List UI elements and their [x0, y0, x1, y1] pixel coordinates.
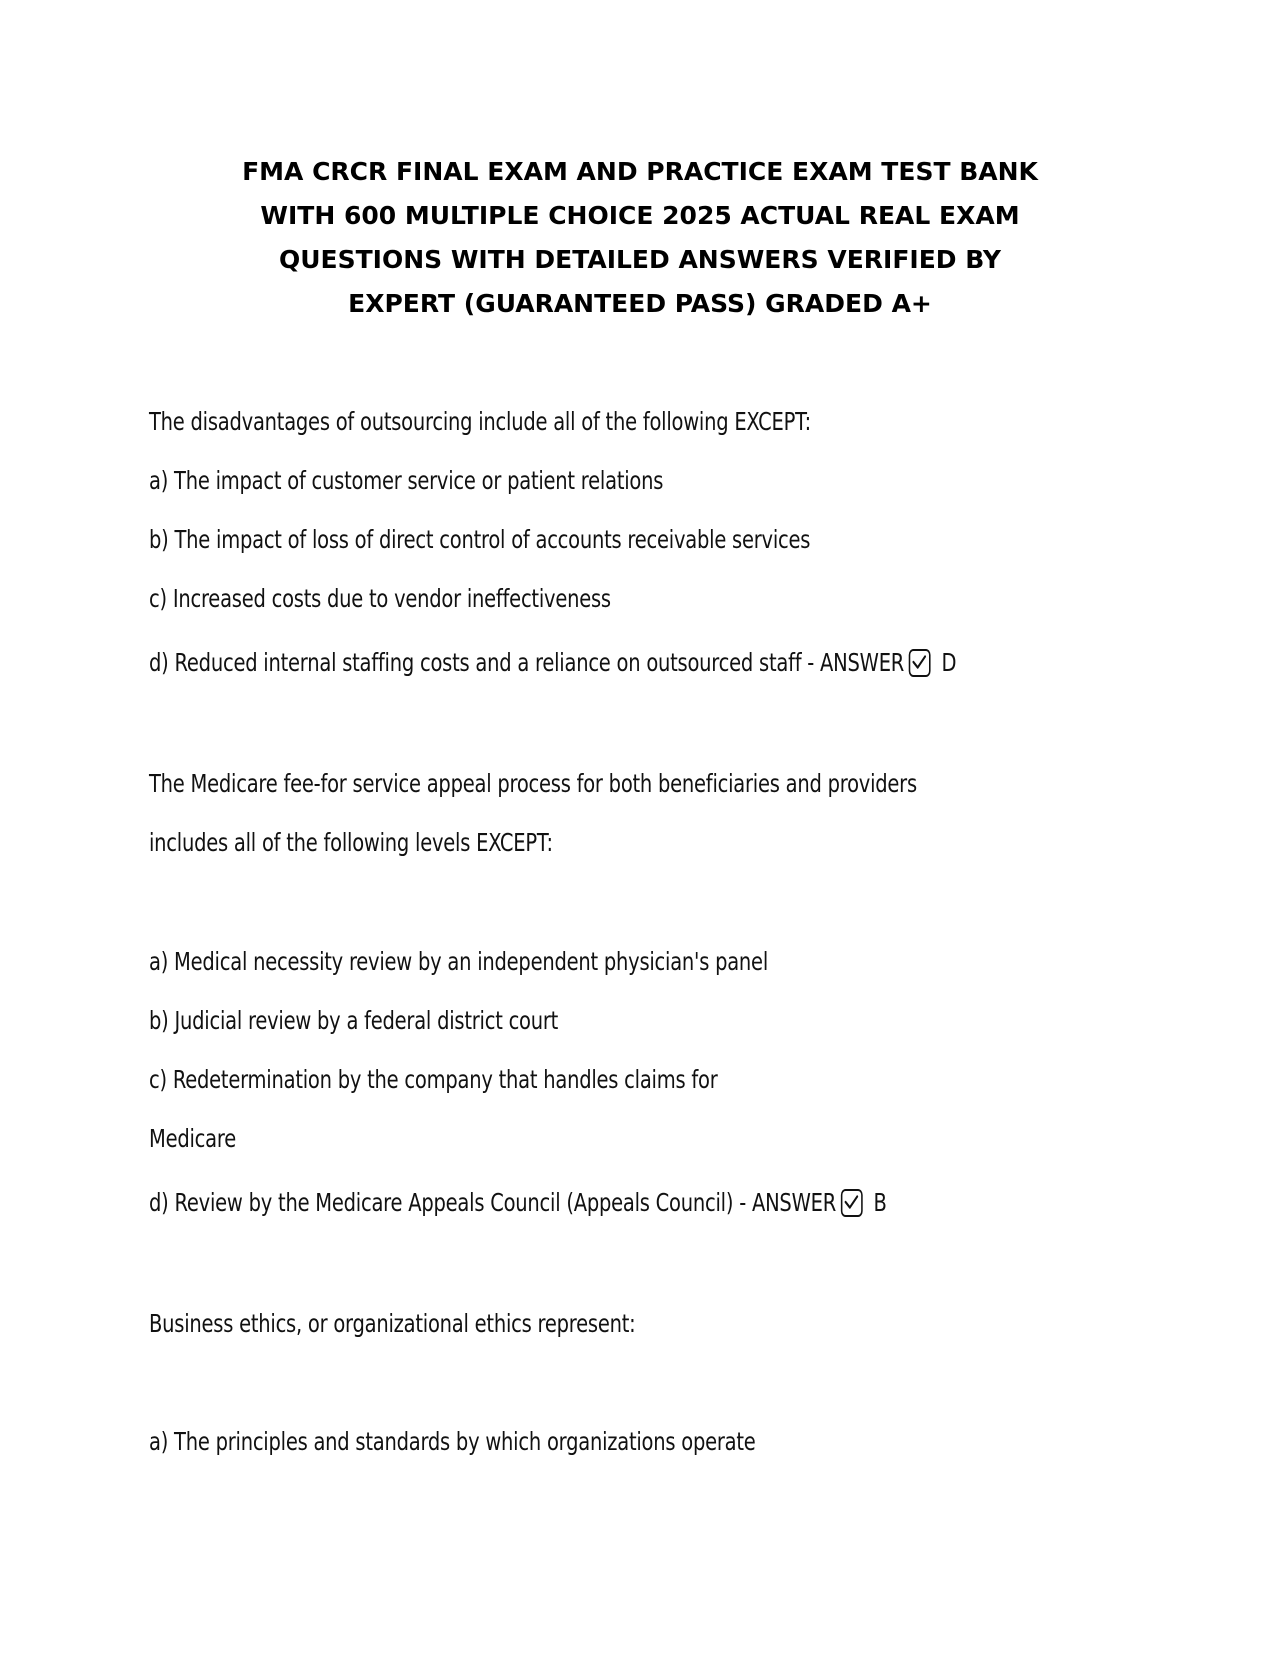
title-line: QUESTIONS WITH DETAILED ANSWERS VERIFIED BY — [278, 245, 1002, 274]
question-2-stem-line-2: includes all of the following levels EXCEPT: — [149, 828, 553, 857]
question-2-stem-line-1: The Medicare fee-for service appeal process for both beneficiaries and providers — [149, 769, 917, 798]
question-2-option-b: b) Judicial review by a federal district court — [149, 1006, 559, 1035]
question-2-option-a: a) Medical necessity review by an independent physician's panel — [149, 947, 769, 976]
document-title — [120, 150, 1160, 326]
title-line: EXPERT (GUARANTEED PASS) GRADED A+ — [348, 289, 932, 318]
option-text: d) Review by the Medicare Appeals Council (Appeals Council) - ANSWER — [149, 1188, 837, 1217]
answer-letter: D — [941, 648, 957, 677]
checkbox-check-icon — [909, 649, 931, 677]
question-3-stem: Business ethics, or organizational ethics represent: — [149, 1309, 636, 1338]
answer-letter: B — [873, 1188, 887, 1217]
question-1-option-d — [149, 647, 956, 679]
question-2-option-d — [149, 1187, 887, 1219]
title-line: WITH 600 MULTIPLE CHOICE 2025 ACTUAL REAL EXAM — [260, 201, 1020, 230]
title-line: FMA CRCR FINAL EXAM AND PRACTICE EXAM TEST BANK — [242, 157, 1038, 186]
question-2-option-c: c) Redetermination by the company that handles claims for — [149, 1065, 718, 1094]
option-text: d) Reduced internal staffing costs and a reliance on outsourced staff - ANSWER — [149, 648, 905, 677]
question-2-option-c-continued: Medicare — [149, 1124, 237, 1153]
checkbox-check-icon — [841, 1189, 863, 1217]
question-3-option-a: a) The principles and standards by which organizations operate — [149, 1427, 756, 1456]
question-1-option-a: a) The impact of customer service or patient relations — [149, 466, 664, 495]
question-1-option-c: c) Increased costs due to vendor ineffectiveness — [149, 584, 611, 613]
question-1-option-b: b) The impact of loss of direct control of accounts receivable services — [149, 525, 811, 554]
question-1-stem: The disadvantages of outsourcing include all of the following EXCEPT: — [149, 407, 812, 436]
